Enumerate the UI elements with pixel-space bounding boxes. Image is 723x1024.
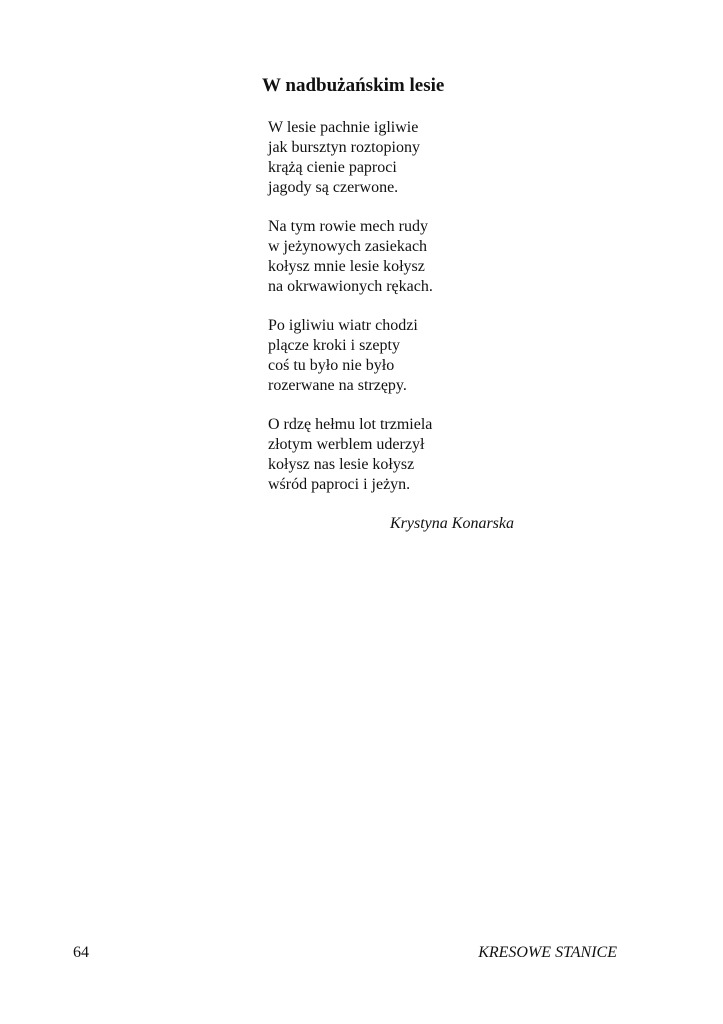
poem-line: coś tu było nie było (268, 357, 395, 374)
poem-line: kołysz mnie lesie kołysz (268, 258, 425, 275)
poem-line: O rdzę hełmu lot trzmiela (268, 416, 433, 433)
stanza-4 (268, 415, 433, 495)
poem-line: Po igliwiu wiatr chodzi (268, 317, 418, 334)
stanza-3 (268, 316, 433, 396)
stanza-2 (268, 217, 433, 297)
poem-line: wśród paproci i jeżyn. (268, 476, 411, 493)
poem-author: Krystyna Konarska (390, 515, 514, 532)
poem-title: W nadbużańskim lesie (262, 75, 445, 96)
poem-line: plącze kroki i szepty (268, 337, 400, 354)
publication-title: KRESOWE STANICE (478, 944, 617, 961)
poem-line: W lesie pachnie igliwie (268, 119, 419, 136)
poem-line: rozerwane na strzępy. (268, 377, 407, 394)
poem-line: jak bursztyn roztopiony (268, 139, 420, 156)
stanza-1 (268, 118, 433, 198)
poem-line: na okrwawionych rękach. (268, 278, 433, 295)
poem-line: złotym werblem uderzył (268, 436, 425, 453)
poem-body (268, 118, 433, 514)
poem-line: w jeżynowych zasiekach (268, 238, 428, 255)
poem-line: krążą cienie paproci (268, 159, 397, 176)
poem-line: jagody są czerwone. (268, 179, 399, 196)
poem-line: Na tym rowie mech rudy (268, 218, 428, 235)
poem-line: kołysz nas lesie kołysz (268, 456, 415, 473)
page-number: 64 (73, 944, 89, 961)
